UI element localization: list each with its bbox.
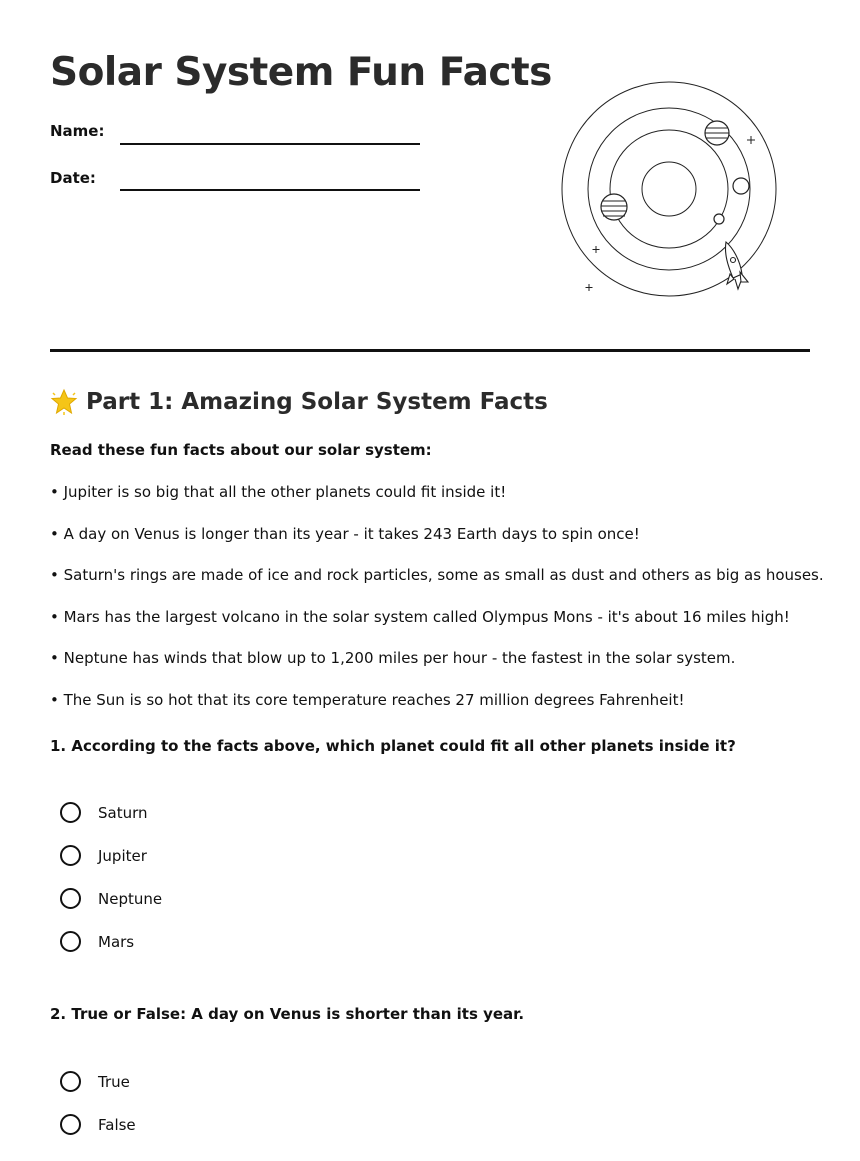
date-label: Date: bbox=[50, 169, 96, 187]
radio-button[interactable] bbox=[60, 1071, 81, 1092]
fact-item: • A day on Venus is longer than its year - it takes 243 Earth days to spin once! bbox=[50, 525, 640, 543]
part1-heading-text: Part 1: Amazing Solar System Facts bbox=[86, 389, 548, 415]
facts-intro: Read these fun facts about our solar system: bbox=[50, 441, 432, 459]
name-label: Name: bbox=[50, 122, 105, 140]
option-label: True bbox=[98, 1072, 130, 1091]
name-field[interactable] bbox=[120, 143, 420, 145]
question-2: 2. True or False: A day on Venus is shorter than its year. bbox=[50, 1005, 525, 1023]
q2-option-true[interactable] bbox=[60, 1071, 130, 1092]
section-divider bbox=[50, 349, 810, 352]
fact-item: • Neptune has winds that blow up to 1,200 miles per hour - the fastest in the solar system. bbox=[50, 649, 736, 667]
radio-button[interactable] bbox=[60, 1114, 81, 1135]
option-label: Saturn bbox=[98, 803, 148, 822]
small-planet-icon bbox=[733, 178, 749, 194]
option-label: Neptune bbox=[98, 889, 163, 908]
fact-item: • Jupiter is so big that all the other planets could fit inside it! bbox=[50, 483, 507, 501]
sun-icon bbox=[642, 162, 696, 216]
option-label: Mars bbox=[98, 932, 135, 951]
star-emoji-icon bbox=[50, 388, 78, 416]
solar-system-drawing-icon bbox=[555, 78, 785, 298]
radio-button[interactable] bbox=[60, 931, 81, 952]
q2-option-false[interactable] bbox=[60, 1114, 136, 1135]
tiny-planet-icon bbox=[714, 214, 724, 224]
radio-button[interactable] bbox=[60, 802, 81, 823]
part1-heading bbox=[50, 388, 548, 416]
page-title: Solar System Fun Facts bbox=[50, 50, 552, 95]
fact-item: • Mars has the largest volcano in the solar system called Olympus Mons - it's about 16 miles high! bbox=[50, 608, 790, 626]
ringed-planet-icon bbox=[705, 121, 729, 145]
option-label: Jupiter bbox=[98, 846, 147, 865]
fact-item: • Saturn's rings are made of ice and rock particles, some as small as dust and others as big as houses. bbox=[50, 566, 824, 584]
q1-option-saturn[interactable] bbox=[60, 802, 148, 823]
q1-option-jupiter[interactable] bbox=[60, 845, 147, 866]
striped-planet-icon bbox=[601, 194, 627, 220]
rocket-icon bbox=[725, 242, 748, 289]
q1-option-neptune[interactable] bbox=[60, 888, 162, 909]
q1-option-mars[interactable] bbox=[60, 931, 134, 952]
radio-button[interactable] bbox=[60, 888, 81, 909]
radio-button[interactable] bbox=[60, 845, 81, 866]
fact-item: • The Sun is so hot that its core temperature reaches 27 million degrees Fahrenheit! bbox=[50, 691, 685, 709]
question-1: 1. According to the facts above, which planet could fit all other planets inside it? bbox=[50, 737, 736, 755]
date-field[interactable] bbox=[120, 189, 420, 191]
option-label: False bbox=[98, 1115, 136, 1134]
